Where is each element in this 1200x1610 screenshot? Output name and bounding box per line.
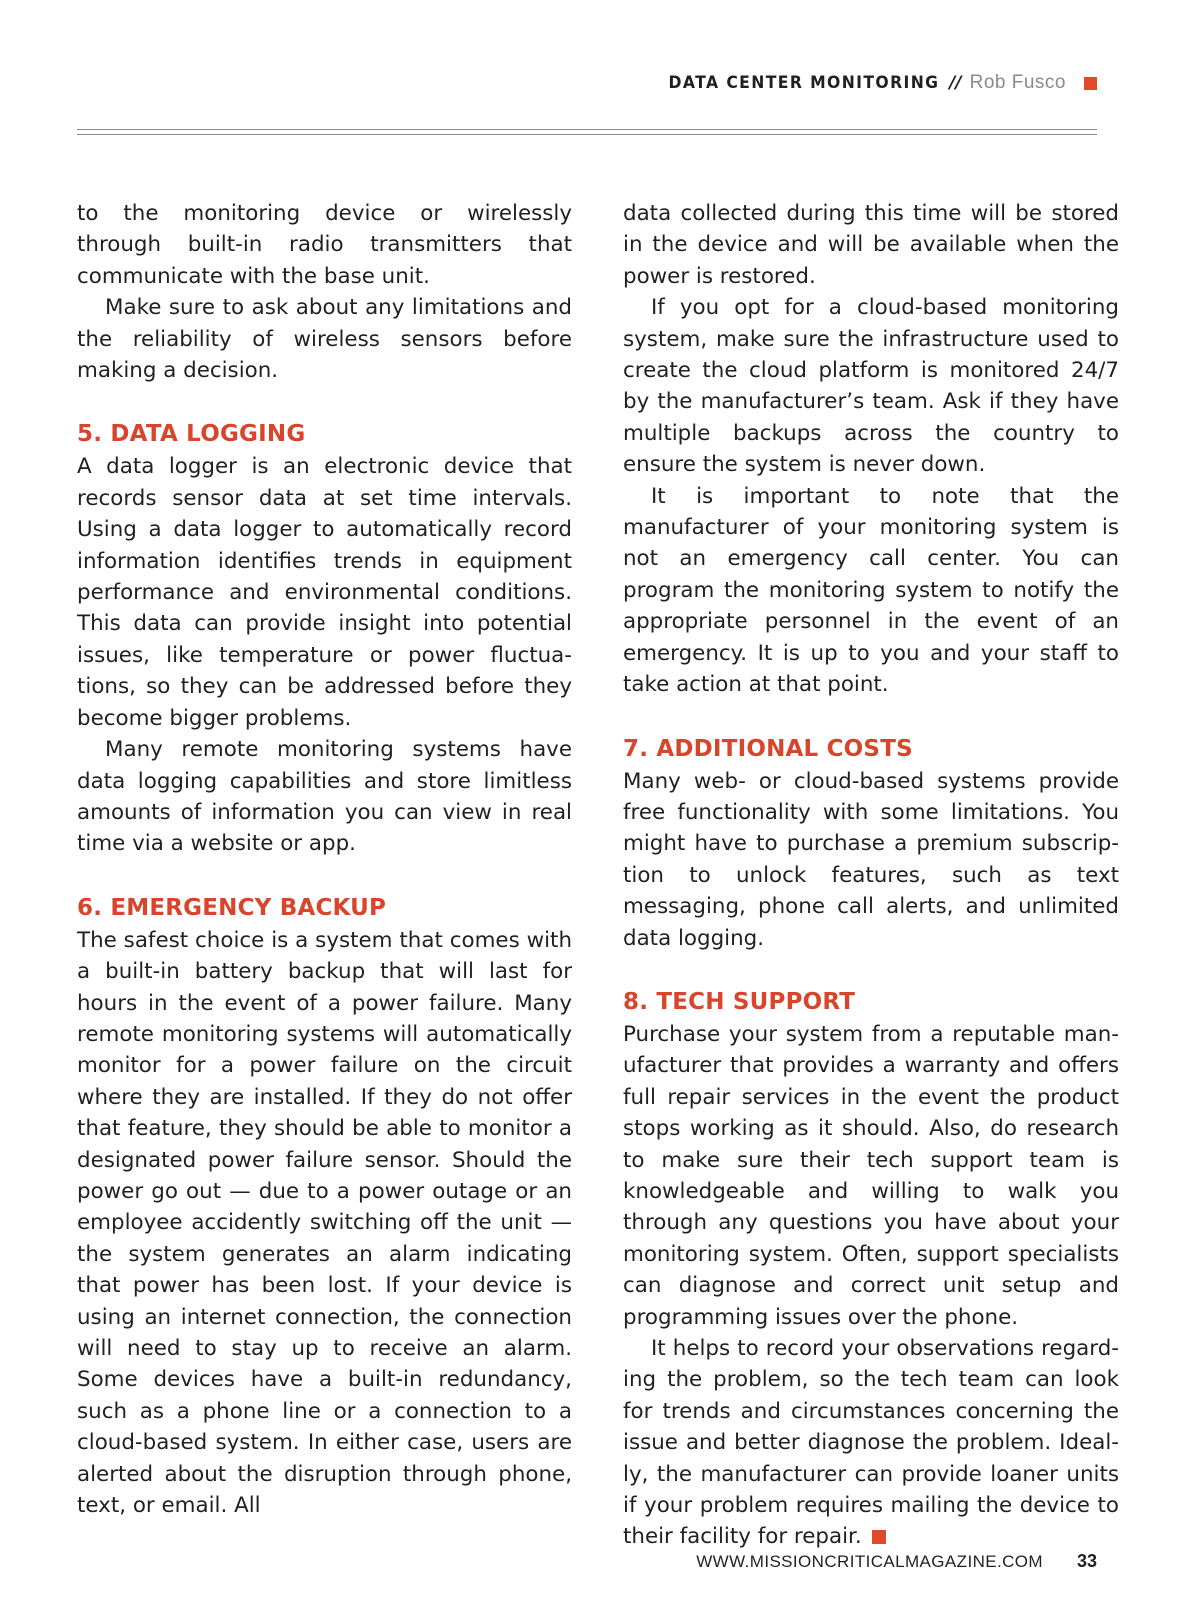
header-author: Rob Fusco	[969, 72, 1066, 93]
right-column	[623, 198, 1119, 1553]
header-rule-bottom	[77, 134, 1097, 135]
heading-additional-costs: 7. ADDITIONAL COSTS	[623, 735, 913, 762]
heading-data-logging: 5. DATA LOGGING	[77, 421, 306, 448]
left-column	[77, 198, 572, 1521]
right-paragraph-3: It is important to note that the manufacturer of your monitoring system is not an emergency call center. You can program the monitoring system to notify the appropriate personnel in the event of an emergency. It is up to you and your staff to take action at that point.	[623, 483, 1119, 698]
left-paragraph-1: to the monitoring device or wirelessly through built-in radio transmitters that communicate with the base unit.	[77, 201, 572, 289]
footer-website-url: WWW.MISSIONCRITICALMAGAZINE.COM	[696, 1551, 1043, 1571]
right-paragraph-6-text: It helps to record your observations regarding the problem, so the tech team can look for trends and circumstances concerning the issue and better diagnose the problem. Ideally, the manufacturer can provide loaner units if your problem requires mailing the device to their facility for repair.	[623, 1336, 1119, 1550]
end-of-article-square-icon	[872, 1530, 886, 1544]
right-paragraph-2: If you opt for a cloud-based monitoring system, make sure the infrastructure used to create the cloud platform is monitored 24/7 by the manufacturer’s team. Ask if they have multiple backups across the country to ensure the system is never down.	[623, 295, 1119, 478]
header-separator: //	[949, 73, 962, 93]
header-section-title: DATA CENTER MONITORING	[668, 73, 940, 93]
left-paragraph-2: Make sure to ask about any limitations and the reliability of wireless sensors before making a decision.	[77, 295, 572, 384]
running-header	[645, 68, 1097, 98]
right-paragraph-5: Purchase your system from a reputable manufacturer that provides a warranty and offers full repair services in the event the product stops working as it should. Also, do research to make sure their tech support team is knowledgeable and willing to walk you through any questions you have about your monitoring system. Often, support specialists can diagnose and correct unit setup and programming issues over the phone.	[623, 1021, 1119, 1330]
header-rule-top	[77, 129, 1097, 130]
left-paragraph-4: Many remote monitoring systems have data logging capabilities and store limitless amounts of information you can view in real time via a website or app.	[77, 737, 572, 857]
heading-tech-support: 8. TECH SUPPORT	[623, 988, 856, 1015]
right-paragraph-6	[623, 1333, 1119, 1553]
heading-emergency-backup: 6. EMERGENCY BACKUP	[77, 894, 387, 921]
header-square-icon	[1084, 77, 1097, 90]
page-footer	[696, 1551, 1097, 1572]
page-number: 33	[1076, 1551, 1097, 1571]
left-paragraph-3: A data logger is an electronic device that records sensor data at set time intervals. Using a data logger to automatically record information identifies trends in equipment performance and environmental conditions. This data can provide insight into potential issues, like temperature or power fluctuations, so they can be addressed before they become bigger problems.	[77, 454, 572, 731]
right-paragraph-1: data collected during this time will be stored in the device and will be available when the power is restored.	[623, 201, 1119, 289]
right-paragraph-4: Many web- or cloud-based systems provide free functionality with some limitations. You might have to purchase a premium subscription to unlock features, such as text messaging, phone call alerts, and unlimited data logging.	[623, 768, 1119, 951]
left-paragraph-5: The safest choice is a system that comes with a built-in battery backup that will last for hours in the event of a power failure. Many remote monitoring systems will automatically monitor for a power failure on the circuit where they are installed. If they do not offer that feature, they should be able to monitor a designated power failure sensor. Should the power go out — due to a power outage or an employee accidently switching off the unit — the system generates an alarm indicating that power has been lost. If your device is using an internet connection, the connection will need to stay up to receive an alarm. Some devices have a built-in redundancy, such as a phone line or a connection to a cloud-based system. In either case, users are alerted about the disruption through phone, text, or email. All	[77, 927, 572, 1519]
